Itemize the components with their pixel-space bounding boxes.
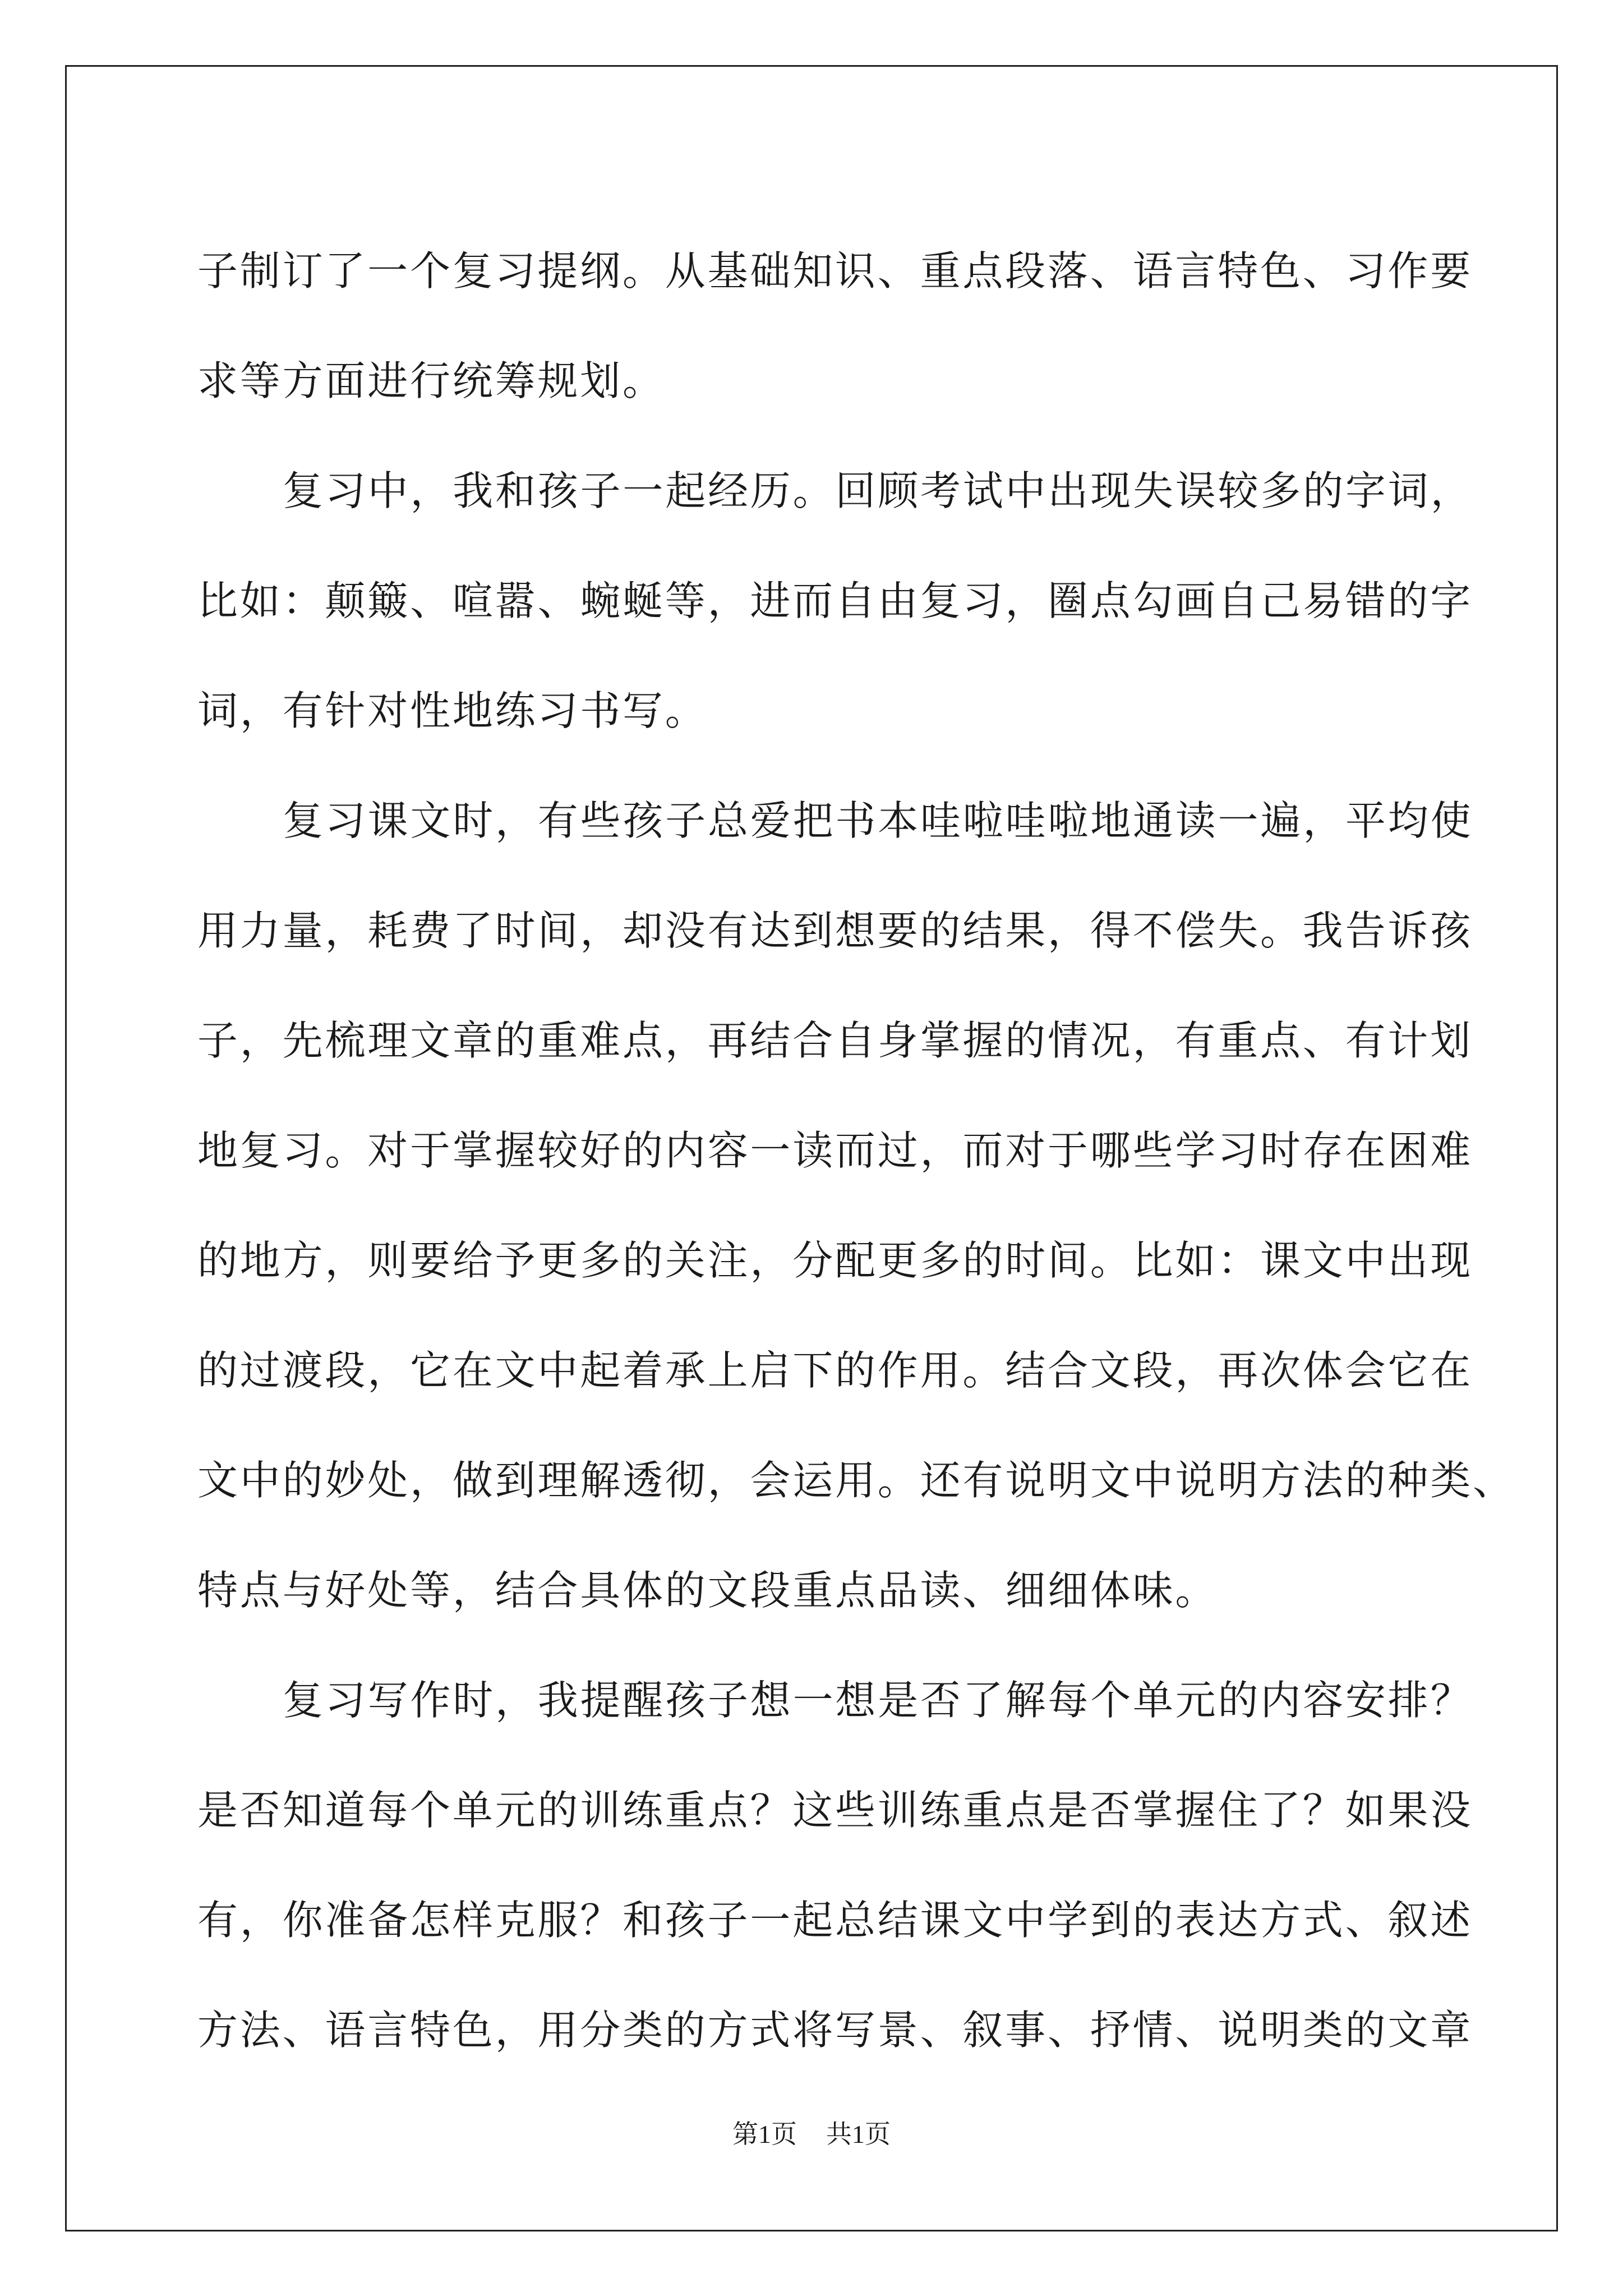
page-total: 共1页 xyxy=(826,2120,891,2148)
text-line: 求等方面进行统筹规划。 xyxy=(197,357,665,404)
document-body xyxy=(197,216,1515,2085)
text-line: 的过渡段，它在文中起着承上启下的作用。结合文段，再次体会它在 xyxy=(197,1347,1473,1394)
page-number: 第1页 xyxy=(732,2120,797,2148)
text-line: 有，你准备怎样克服？和孩子一起总结课文中学到的表达方式、叙述 xyxy=(197,1897,1473,1944)
text-line: 特点与好处等，结合具体的文段重点品读、细细体味。 xyxy=(197,1567,1218,1614)
text-line: 方法、语言特色，用分类的方式将写景、叙事、抒情、说明类的文章 xyxy=(197,2007,1473,2054)
text-line: 用力量，耗费了时间，却没有达到想要的结果，得不偿失。我告诉孩 xyxy=(197,907,1473,954)
page-footer xyxy=(0,2114,1623,2151)
text-line: 子，先梳理文章的重难点，再结合自身掌握的情况，有重点、有计划 xyxy=(197,1017,1473,1064)
text-line: 复习写作时，我提醒孩子想一想是否了解每个单元的内容安排？ xyxy=(283,1677,1473,1724)
text-line: 比如：颠簸、喧嚣、蜿蜒等，进而自由复习，圈点勾画自己易错的字 xyxy=(197,577,1473,624)
text-line: 子制订了一个复习提纲。从基础知识、重点段落、语言特色、习作要 xyxy=(197,247,1473,295)
text-line: 复习中，我和孩子一起经历。回顾考试中出现失误较多的字词， xyxy=(283,467,1473,514)
text-line: 的地方，则要给予更多的关注，分配更多的时间。比如：课文中出现 xyxy=(197,1237,1473,1284)
text-line: 文中的妙处，做到理解透彻，会运用。还有说明文中说明方法的种类、 xyxy=(197,1457,1515,1504)
text-line: 词，有针对性地练习书写。 xyxy=(197,687,708,734)
text-line: 是否知道每个单元的训练重点？这些训练重点是否掌握住了？如果没 xyxy=(197,1787,1473,1834)
text-line: 地复习。对于掌握较好的内容一读而过，而对于哪些学习时存在困难 xyxy=(197,1127,1473,1174)
text-line: 复习课文时，有些孩子总爱把书本哇啦哇啦地通读一遍，平均使 xyxy=(283,797,1473,844)
